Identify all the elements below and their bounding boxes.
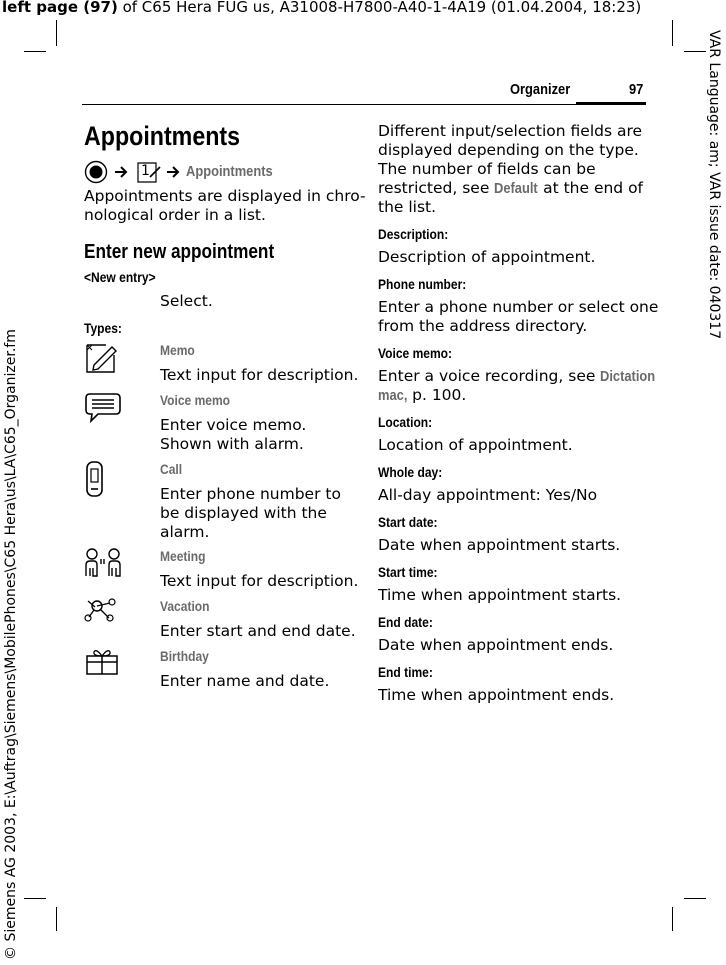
field-label-text: End date: [378, 614, 433, 630]
side-note-left [0, 329, 30, 965]
field-description [378, 636, 613, 655]
right-intro-line: Different input/selection fields are [378, 122, 643, 140]
field-line: Time when appointment starts. [378, 586, 622, 604]
type-description [160, 572, 358, 591]
field-line: from the address directory. [378, 317, 588, 335]
type-name-text: Birthday [160, 648, 209, 664]
meeting-icon [84, 546, 122, 580]
text-run: at the end of [538, 179, 644, 197]
key-1-icon [136, 159, 160, 184]
right-intro-line: displayed depending on the type. [378, 141, 639, 159]
default-link[interactable]: Default [494, 180, 539, 197]
field-label [378, 514, 447, 531]
field-line: Enter a phone number or select one [378, 298, 659, 316]
navigation-key-icon [84, 160, 108, 184]
dictation-link[interactable]: Dictation [600, 368, 656, 385]
crop-mark [24, 51, 46, 52]
type-description [160, 672, 329, 691]
dictation-link-cont[interactable]: mac, [378, 387, 408, 404]
type-description [160, 485, 341, 542]
field-label [378, 614, 442, 631]
field-label [378, 276, 481, 293]
type-description-line: Text input for description. [160, 366, 359, 384]
field-label-text: Start date: [378, 514, 438, 530]
intro-line: nological order in a list. [84, 206, 266, 224]
side-note-right [700, 30, 726, 410]
type-name-text: Meeting [160, 548, 206, 564]
arrow-right-icon [167, 166, 181, 178]
type-description-line: Enter name and date. [160, 672, 330, 690]
nav-path [84, 157, 344, 187]
type-description [160, 366, 358, 385]
type-name [160, 461, 186, 478]
right-intro-line [378, 179, 643, 198]
file-header-rest: of C65 Hera FUG us, A31008-H7800-A40-1-4A19 (01.04.2004, 18:23) [117, 0, 642, 16]
right-intro [378, 122, 643, 217]
field-description [378, 586, 621, 605]
field-description [378, 536, 620, 555]
new-entry-label [84, 269, 167, 286]
field-line: Location of appointment. [378, 436, 573, 454]
field-line: Time when appointment ends. [378, 686, 615, 704]
field-line: Date when appointment starts. [378, 536, 621, 554]
type-name-text: Memo [160, 342, 195, 358]
type-description-line: be displayed with the [160, 504, 327, 522]
field-line: Date when appointment ends. [378, 636, 614, 654]
field-label-text: Voice memo: [378, 345, 453, 361]
field-label-text: Whole day: [378, 464, 443, 480]
running-header [510, 80, 580, 98]
intro-line: Appointments are displayed in chro- [84, 187, 366, 205]
field-label [378, 464, 453, 481]
page-number [629, 80, 646, 98]
field-label-text: Start time: [378, 564, 438, 580]
call-icon [84, 460, 106, 498]
intro-text [84, 187, 366, 225]
right-intro-line: the list. [378, 198, 437, 216]
birthday-icon [84, 646, 120, 676]
field-label [378, 664, 442, 681]
side-note-left-text: © Siemens AG 2003, E:\Auftrag\Siemens\MobilePhones\C65 Hera\us\LA\C65_Organizer.fm [3, 329, 19, 960]
header-rule-heavy [576, 102, 646, 104]
section-title: Organizer [510, 81, 571, 98]
nav-target: Appointments [186, 163, 273, 180]
type-description-line: Enter voice memo. [160, 416, 307, 434]
type-name [160, 648, 217, 665]
types-label-text: Types: [84, 320, 122, 336]
field-line [378, 367, 656, 386]
type-name [160, 548, 213, 565]
text-run: Enter a voice recording, see [378, 367, 601, 385]
type-name-text: Vacation [160, 598, 210, 614]
field-label-text: Description: [378, 226, 449, 242]
field-description [378, 298, 658, 336]
memo-icon [84, 341, 120, 375]
field-label [378, 414, 441, 431]
field-label-text: Location: [378, 414, 433, 430]
type-description-line: alarm. [160, 523, 210, 541]
field-label [378, 345, 464, 362]
file-header-bold: left page (97) [2, 0, 118, 16]
arrow-right-icon [115, 166, 129, 178]
header-rule [82, 104, 646, 105]
new-entry-text: <New entry> [84, 269, 156, 285]
voice-memo-icon [84, 392, 122, 424]
field-line: Description of appointment. [378, 248, 596, 266]
section-heading [84, 239, 305, 264]
type-description-line: Shown with alarm. [160, 435, 304, 453]
page-number-text: 97 [629, 81, 644, 98]
page-title-text: Appointments [84, 121, 241, 151]
page-title [84, 121, 266, 152]
field-description [378, 367, 656, 405]
side-note-right-text: VAR Language: am; VAR issue date: 040317 [706, 30, 722, 340]
vacation-icon [84, 597, 118, 623]
field-line [378, 386, 656, 405]
file-header [2, 0, 641, 16]
field-description [378, 436, 573, 455]
type-description-line: Enter phone number to [160, 485, 341, 503]
types-label [84, 320, 128, 337]
right-intro-line: The number of fields can be [378, 160, 596, 178]
section-heading-text: Enter new appointment [84, 241, 275, 263]
type-description-line: Enter start and end date. [160, 622, 356, 640]
crop-mark [56, 907, 57, 931]
field-description [378, 686, 614, 705]
text-run: p. 100. [407, 386, 467, 404]
field-label-text: Phone number: [378, 276, 467, 292]
key-1-label: 1 [141, 163, 150, 179]
crop-mark [672, 907, 673, 931]
type-description-line: Text input for description. [160, 572, 359, 590]
field-line: All-day appointment: Yes/No [378, 486, 598, 504]
type-description [160, 416, 306, 454]
field-label-text: End time: [378, 664, 433, 680]
crop-mark [56, 20, 57, 46]
select-text: Select. [160, 292, 213, 310]
text-run: restricted, see [378, 179, 495, 197]
field-description [378, 486, 597, 505]
crop-mark [684, 898, 706, 899]
field-description [378, 248, 595, 267]
type-name [160, 598, 218, 615]
crop-mark [672, 20, 673, 46]
type-name [160, 342, 200, 359]
field-label [378, 226, 460, 243]
type-name [160, 392, 241, 409]
field-label [378, 564, 447, 581]
type-name-text: Call [160, 461, 183, 477]
type-description [160, 622, 356, 641]
type-name-text: Voice memo [160, 392, 231, 408]
